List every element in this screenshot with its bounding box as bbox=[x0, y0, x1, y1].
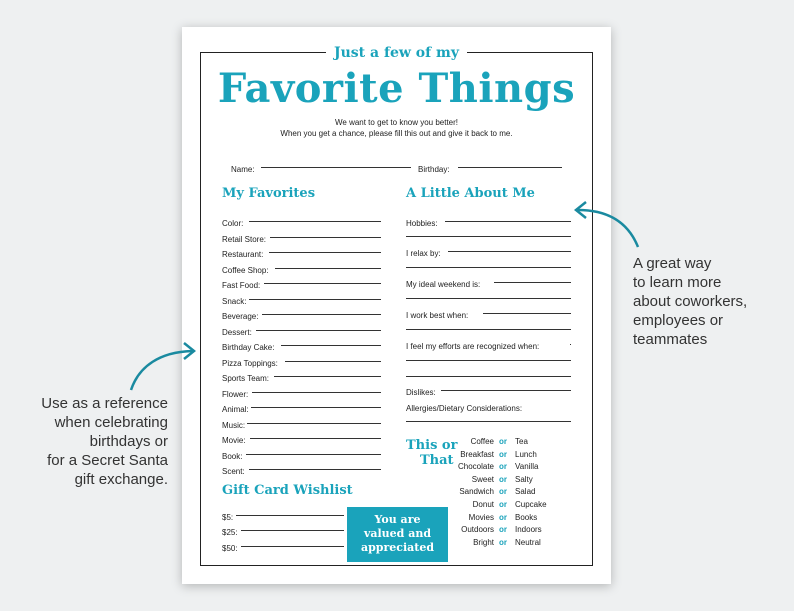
or-word: or bbox=[499, 512, 507, 522]
field-label: Retail Store: bbox=[222, 234, 267, 244]
field-label: Beverage: bbox=[222, 312, 259, 321]
option-right[interactable]: Lunch bbox=[515, 449, 537, 459]
field-label: Coffee Shop: bbox=[222, 265, 269, 275]
name-label: Name: bbox=[231, 165, 255, 174]
my-favorites-heading: My Favorites bbox=[222, 186, 316, 201]
field-label: Allergies/Dietary Considerations: bbox=[406, 404, 523, 413]
option-right[interactable]: Salty bbox=[515, 474, 533, 484]
field-label: Restaurant: bbox=[222, 250, 264, 259]
gift-card-heading: Gift Card Wishlist bbox=[222, 483, 353, 498]
or-word: or bbox=[499, 474, 507, 484]
note-left-line: gift exchange. bbox=[74, 471, 168, 488]
option-left[interactable]: Donut bbox=[472, 500, 494, 509]
this-or-that-line: That bbox=[420, 453, 454, 468]
field-label: Scent: bbox=[222, 467, 245, 476]
field-label: Dessert: bbox=[222, 327, 252, 337]
field-label: $25: bbox=[222, 528, 238, 537]
worksheet-subtitle: Just a few of my bbox=[182, 45, 611, 61]
option-left[interactable]: Sandwich bbox=[459, 487, 494, 497]
field-label: I feel my efforts are recognized when: bbox=[406, 342, 540, 351]
or-word: or bbox=[499, 500, 507, 509]
field-label: Flower: bbox=[222, 389, 249, 399]
note-right-line: to learn more bbox=[633, 274, 722, 291]
note-left-line: Use as a reference bbox=[41, 395, 168, 412]
note-left bbox=[20, 394, 168, 489]
note-left-line: when celebrating bbox=[54, 414, 168, 431]
field-label: Hobbies: bbox=[406, 219, 438, 228]
or-word: or bbox=[499, 437, 507, 446]
note-right bbox=[633, 254, 747, 349]
or-word: or bbox=[499, 537, 507, 547]
worksheet-title: Favorite Things bbox=[217, 65, 576, 112]
note-right-line: about coworkers, bbox=[633, 293, 748, 310]
field-label: Music: bbox=[222, 420, 246, 430]
field-label: Animal: bbox=[222, 405, 249, 414]
or-word: or bbox=[499, 525, 507, 535]
badge-line: You are bbox=[374, 513, 421, 526]
right-arrow-icon bbox=[578, 210, 638, 247]
field-label: Color: bbox=[222, 219, 244, 228]
field-label: Movie: bbox=[222, 436, 246, 445]
option-right[interactable]: Salad bbox=[515, 487, 536, 497]
badge-line: appreciated bbox=[360, 541, 435, 554]
field-label: Book: bbox=[222, 451, 243, 461]
option-left[interactable]: Sweet bbox=[471, 474, 494, 484]
note-right-line: employees or bbox=[633, 312, 724, 329]
field-label: Pizza Toppings: bbox=[222, 358, 278, 368]
note-right-line: teammates bbox=[633, 331, 708, 348]
note-left-line: birthdays or bbox=[89, 433, 168, 450]
field-label: $5: bbox=[222, 513, 234, 522]
option-right[interactable]: Tea bbox=[515, 437, 528, 446]
field-label: Snack: bbox=[222, 296, 247, 306]
field-label: Sports Team: bbox=[222, 374, 269, 383]
option-left[interactable]: Movies bbox=[468, 512, 494, 522]
option-left[interactable]: Coffee bbox=[470, 437, 494, 446]
field-label: I work best when: bbox=[406, 311, 469, 320]
field-label: My ideal weekend is: bbox=[406, 280, 481, 289]
field-label: Birthday Cake: bbox=[222, 343, 275, 352]
left-arrow-icon bbox=[131, 351, 192, 390]
field-label: Dislikes: bbox=[406, 388, 436, 397]
option-right[interactable]: Books bbox=[515, 512, 538, 522]
option-right[interactable]: Cupcake bbox=[515, 500, 547, 509]
option-right[interactable]: Vanilla bbox=[515, 462, 539, 472]
option-left[interactable]: Outdoors bbox=[461, 525, 494, 535]
note-left-line: for a Secret Santa bbox=[47, 452, 168, 469]
field-label: $50: bbox=[222, 544, 238, 553]
field-label: Fast Food: bbox=[222, 281, 261, 290]
birthday-label: Birthday: bbox=[418, 165, 450, 174]
intro-line: We want to get to know you better! bbox=[334, 118, 459, 127]
about-me-heading: A Little About Me bbox=[406, 186, 535, 201]
option-right[interactable]: Neutral bbox=[515, 537, 541, 547]
or-word: or bbox=[499, 449, 507, 459]
option-left[interactable]: Breakfast bbox=[460, 449, 494, 459]
or-word: or bbox=[499, 487, 507, 497]
option-left[interactable]: Chocolate bbox=[457, 462, 494, 472]
intro-line: When you get a chance, please fill this out and give it back to me. bbox=[280, 129, 513, 138]
this-or-that-line: This or bbox=[406, 438, 458, 453]
option-right[interactable]: Indoors bbox=[515, 525, 542, 535]
badge-line: valued and bbox=[363, 527, 432, 540]
option-left[interactable]: Bright bbox=[473, 537, 494, 547]
note-right-line: A great way bbox=[633, 255, 712, 272]
field-label: I relax by: bbox=[406, 249, 441, 258]
or-word: or bbox=[499, 462, 507, 472]
